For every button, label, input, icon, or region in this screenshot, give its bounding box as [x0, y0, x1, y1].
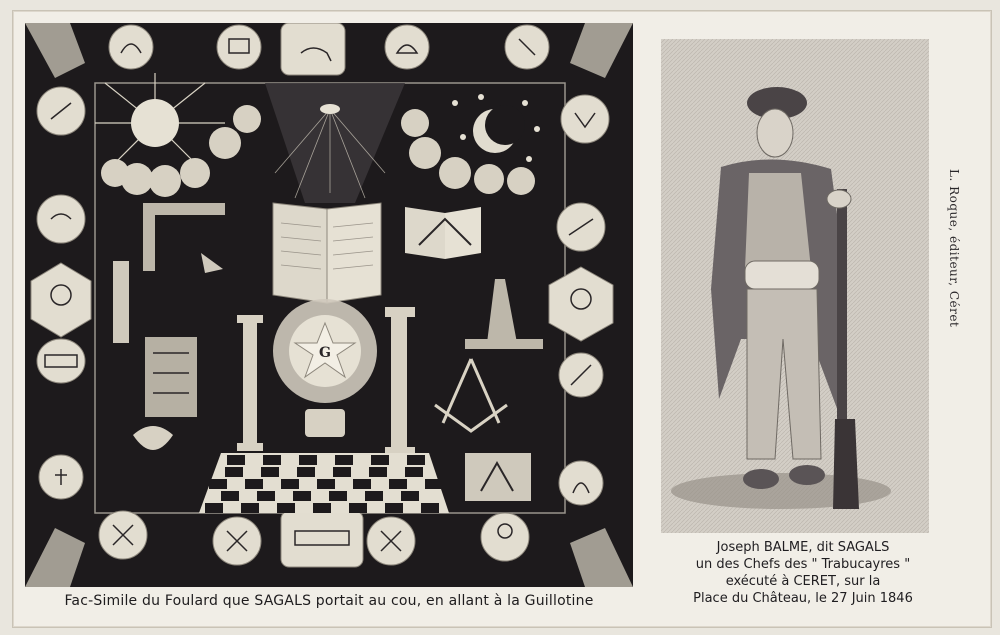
sagals-portrait-engraving	[661, 39, 929, 533]
postcard	[12, 10, 992, 628]
portrait-caption	[653, 539, 953, 607]
compass-square-icon	[435, 359, 507, 431]
square-icon	[143, 203, 225, 271]
checkered-floor-icon	[199, 453, 449, 513]
caption-line-role: un des Chefs des " Trabucayres "	[695, 557, 911, 572]
star-letter: G	[319, 345, 331, 361]
caption-line-place: exécuté à CERET, sur la	[725, 574, 881, 589]
sun-icon	[95, 73, 225, 163]
caption-line-date: Place du Château, le 27 Juin 1846	[693, 591, 913, 606]
publisher-credit: L. Roque, éditeur, Céret	[947, 169, 961, 328]
caption-line-name: Joseph BALME, dit SAGALS	[716, 540, 890, 555]
moon-icon	[473, 105, 525, 153]
eye-triangle-icon	[265, 83, 405, 203]
scarf-caption: Fac-Simile du Foulard que SAGALS portait au cou, en allant à la Guillotine	[64, 593, 594, 609]
open-book-icon	[273, 203, 381, 303]
masonic-scarf-illustration	[25, 23, 633, 587]
blazing-star-icon	[273, 299, 377, 403]
